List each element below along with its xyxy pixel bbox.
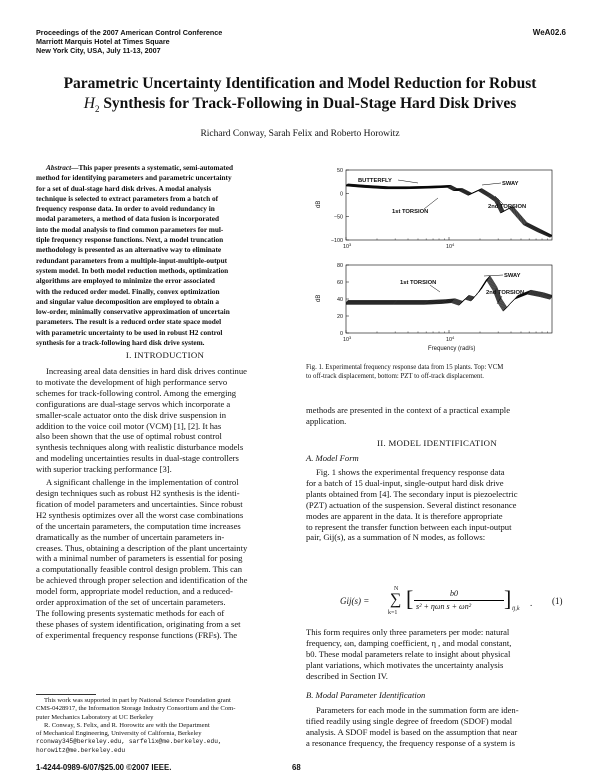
annot-2nd-torsion-bottom: 2nd TORSION xyxy=(486,290,525,296)
footnote-line: CMS-0428917, the Information Storage Industry Consortium and the Com- xyxy=(36,705,236,713)
abstract-line: Abstract—This paper presents a systematic, semi-automated xyxy=(46,163,234,172)
equation-sum-bottom: k=1 xyxy=(388,610,398,616)
top-plot xyxy=(316,168,552,250)
y-tick-label: 20 xyxy=(337,314,343,320)
y-tick-label: 60 xyxy=(337,280,343,286)
bottom-plot-yticks xyxy=(337,263,349,337)
annot-1st-torsion-bottom-arrow xyxy=(430,285,440,292)
paragraph-line: to motivate the development of high performance servo xyxy=(36,376,228,387)
abstract-line: frequency response data. In order to avoid redundancy in xyxy=(36,204,215,214)
paragraph-line: a computationally feasible control design problem. This can xyxy=(36,564,243,575)
frequency-response-curve xyxy=(346,185,551,236)
paragraph-line: addition to the voice coil motor (VCM) [1], [2]. It has xyxy=(36,420,222,431)
equation-lhs: Gij(s) = xyxy=(340,596,370,606)
annot-butterfly-arrow xyxy=(398,180,418,183)
paragraph-line: design techniques such as robust H2 synthesis is the identi- xyxy=(36,487,240,498)
y-tick-label: 80 xyxy=(337,263,343,269)
caption-line: Fig. 1. Experimental frequency response data from 15 plants. Top: VCM xyxy=(306,364,504,371)
paragraph-line: Increasing areal data densities in hard disk drives continue xyxy=(46,366,247,376)
y-tick-label: −100 xyxy=(330,238,343,244)
section-2-title: II. MODEL IDENTIFICATION xyxy=(377,438,497,448)
paragraph-line: Fig. 1 shows the experimental frequency response data xyxy=(316,467,505,477)
annot-sway-bottom-arrow xyxy=(484,275,503,276)
paragraph-line: This form requires only three parameters per mode: natural xyxy=(306,627,510,637)
paragraph-line: these phases of system identification, originating from a set xyxy=(36,618,241,629)
page-number: 68 xyxy=(292,763,301,772)
equation-1 xyxy=(340,588,568,618)
paragraph-line: H2 synthesis optimizes over all the worst case combinations xyxy=(36,509,244,520)
paragraph-line: a resonance frequency, the frequency response of a system is xyxy=(306,737,515,748)
annot-1st-torsion-top: 1st TORSION xyxy=(392,209,429,215)
subsection-b-title: B. Modal Parameter Identification xyxy=(306,690,426,700)
bottom-xlabel: Frequency (rad/s) xyxy=(428,346,476,352)
paragraph-line: methods are presented in the context of a practical example xyxy=(306,405,511,415)
equation-period: . xyxy=(530,598,533,608)
paragraph-line: for a batch of 15 dual-input, single-output hard disk drive xyxy=(306,477,504,488)
paragraph-line: and modeling uncertainties results in dual-stage controllers xyxy=(36,453,239,464)
annot-sway-arrow xyxy=(482,183,501,185)
equation-bracket-right: ] xyxy=(504,586,512,611)
equation-bracket-left: [ xyxy=(406,586,414,611)
top-ylabel: dB xyxy=(316,200,322,208)
footnote xyxy=(36,697,294,755)
frequency-response-curve xyxy=(346,186,550,237)
abstract-line: algorithms are employed to minimize the error associated xyxy=(36,276,215,286)
abstract-line: and singular value decomposition are employed to obtain a xyxy=(36,296,219,306)
subsection-a-title: A. Model Form xyxy=(306,453,359,463)
equation-numerator: b0 xyxy=(450,589,458,598)
annot-1st-torsion-arrow xyxy=(424,198,438,209)
abstract-line: synthesis for a track-following hard disk drive system. xyxy=(36,338,205,348)
paragraph-line: application. xyxy=(306,415,347,426)
annot-sway-bottom: SWAY xyxy=(504,273,521,279)
paragraph-line: order approximation of the set of uncertain parameters. xyxy=(36,597,226,608)
abstract xyxy=(36,163,294,348)
y-tick-label: 40 xyxy=(337,297,343,303)
paragraph-line: smaller-scale actuator onto the disk drive suspension in xyxy=(36,409,227,420)
abstract-label: Abstract xyxy=(46,163,72,172)
conference-location: New York City, USA, July 11-13, 2007 xyxy=(36,46,161,55)
abstract-line: low-order, minimally conservative approximation of uncertain xyxy=(36,307,230,317)
paragraph-line: A significant challenge in the implementation of control xyxy=(46,477,239,488)
model-form-body-2 xyxy=(306,627,568,682)
paragraph-line: configurations are dual-stage servos which incorporate a xyxy=(36,398,231,409)
paper-title xyxy=(30,74,570,119)
section-1-title: I. INTRODUCTION xyxy=(125,350,205,360)
paragraph-line: The following presents systematic methods for each of xyxy=(36,607,225,618)
h2-symbol: H xyxy=(83,95,95,112)
equation-fraction-bar xyxy=(414,600,504,601)
abstract-line: system model. In both model reduction methods, optimization xyxy=(36,265,229,275)
conference-hotel: Marriott Marquis Hotel at Times Square xyxy=(36,37,170,46)
annot-butterfly: BUTTERFLY xyxy=(358,178,392,184)
title-line-2 xyxy=(30,94,570,119)
figure-1 xyxy=(306,160,568,360)
frequency-response-curve xyxy=(346,185,552,236)
annot-2nd-torsion-top: 2nd TORSION xyxy=(488,204,527,210)
x-tick-label: $10^4$ xyxy=(446,335,455,343)
paragraph-line: frequency, ωn, damping coefficient, η , and modal constant, xyxy=(306,637,512,648)
paragraph-line: Parameters for each mode in the summation form are iden- xyxy=(316,705,519,715)
paragraph-line: analysis. A SDOF model is based on the assumption that near xyxy=(306,726,518,737)
abstract-line: with the reduced order model. Finally, convex optimization xyxy=(36,286,220,296)
footnote-line: of Mechanical Engineering, University of California, Berkeley xyxy=(36,730,202,738)
abstract-line: with parametric uncertainty to be used in robust H2 control xyxy=(36,327,223,337)
abstract-line: parameters. The result is a reduced order state space model xyxy=(36,317,222,327)
paragraph-line: with a minimal number of parameters is essential for posing xyxy=(36,553,243,564)
paragraph-line: of the uncertain parameters, the computation time increases xyxy=(36,520,241,531)
footnote-email-line: horowitz@me.berkeley.edu xyxy=(36,746,126,754)
equation-subscript: ij,k xyxy=(512,606,520,612)
annot-1st-torsion-bottom: 1st TORSION xyxy=(400,280,437,286)
footnote-rule xyxy=(36,694,96,695)
paragraph-line: pair, Gij(s), as a summation of N modes, as follows: xyxy=(306,532,486,543)
x-tick-label: $10^3$ xyxy=(343,242,352,250)
top-plot-series xyxy=(346,184,552,238)
equation-denominator: s² + ηωn s + ωn² xyxy=(416,602,472,611)
paragraph-line: (PZT) actuation of the suspension. Several distinct resonance xyxy=(306,499,517,510)
frequency-response-curve xyxy=(347,185,552,236)
caption-line: to off-track displacement, bottom: PZT to off-track displacement. xyxy=(306,372,484,380)
model-form-body xyxy=(306,467,568,543)
paragraph-line: also been shown that the use of optimal robust control xyxy=(36,431,222,442)
frequency-response-curve xyxy=(346,186,550,237)
h2-subscript: 2 xyxy=(94,104,100,115)
footnote-line: This work was supported in part by National Science Foundation grant xyxy=(44,697,231,704)
right-col-intro xyxy=(306,405,568,427)
paragraph-line: tified readily using single degree of freedom (SDOF) modal xyxy=(306,715,513,726)
frequency-response-curve xyxy=(346,185,552,236)
paragraph-line: be achieved through proper selection and identification of the xyxy=(36,575,248,586)
frequency-response-curve xyxy=(346,186,551,237)
authors: Richard Conway, Sarah Felix and Roberto Horowitz xyxy=(200,129,400,139)
paragraph-line: dramatically as the number of uncertain parameters in- xyxy=(36,531,225,542)
footnote-line: R. Conway, S. Felix, and R. Horowitz are with the Department xyxy=(44,721,210,729)
equation-number: (1) xyxy=(552,596,563,606)
bottom-ylabel: dB xyxy=(316,294,322,302)
annot-sway-top: SWAY xyxy=(502,181,519,187)
bottom-plot-xticks xyxy=(343,330,547,343)
y-tick-label: 0 xyxy=(340,191,343,198)
frequency-response-curve xyxy=(346,186,551,237)
paragraph-line: model form, appropriate model reduction, and a reduced- xyxy=(36,586,233,597)
paragraph-line: synthesis techniques along with realistic disturbance models xyxy=(36,442,244,453)
paragraph-line: b0. These modal parameters relate to insight about physical xyxy=(306,648,511,659)
paragraph-line: plant variations, which motivates the uncertainty analysis xyxy=(306,659,504,670)
paragraph-line: of experimental frequency response functions (FRFs). The xyxy=(36,629,238,640)
abstract-line: modal parameters, a method of data fusion is incorporated xyxy=(36,214,220,224)
paragraph-line: to represent the transfer function between each input-output xyxy=(306,521,512,532)
frequency-response-curve xyxy=(346,185,552,236)
paragraph-line: with superior tracking performance [3]. xyxy=(36,464,172,475)
equation-sum-top: N xyxy=(394,586,399,592)
x-tick-label: $10^4$ xyxy=(446,242,455,250)
conference-name: Proceedings of the 2007 American Control Conference xyxy=(36,28,223,37)
intro-body xyxy=(36,366,294,641)
bottom-plot xyxy=(316,263,552,352)
abstract-line: technique is selected to extract parameters from a batch of xyxy=(36,193,219,203)
footnote-line: puter Mechanics Laboratory at UC Berkeley xyxy=(36,713,154,721)
modal-id-body xyxy=(306,705,568,749)
paragraph-line: schemes for track-following control. Among the emerging xyxy=(36,387,237,398)
abstract-line: method for identifying parameters and parametric uncertainty xyxy=(36,173,232,183)
abstract-line: redundant parameters from a multiple-input-multiple-output xyxy=(36,255,228,265)
isbn-footer: 1-4244-0989-6/07/$25.00 ©2007 IEEE. xyxy=(36,763,172,772)
equation-sum-sign: ∑ xyxy=(390,591,402,608)
title-line-1: Parametric Uncertainty Identification and Model Reduction for Robust xyxy=(63,75,537,92)
top-plot-xticks xyxy=(343,237,547,250)
paragraph-line: fication of model parameters and uncertainties. Since robust xyxy=(36,498,243,509)
footnote-email-line: rconway345@berkeley.edu, sarfelix@me.berkeley.edu, xyxy=(36,738,222,746)
session-code: WeA02.6 xyxy=(532,28,566,37)
abstract-line: tiple frequency response functions. Next, a model truncation xyxy=(36,235,224,245)
paragraph-line: creases. Thus, obtaining a description of the plant uncertainty xyxy=(36,542,248,553)
paragraph-line: described in Section IV. xyxy=(306,670,388,681)
abstract-line: into the modal analysis to find common parameters for mul- xyxy=(36,224,224,234)
conference-header xyxy=(36,28,222,55)
y-tick-label: 0 xyxy=(340,331,343,337)
frequency-response-curve xyxy=(346,185,551,236)
y-tick-label: 50 xyxy=(337,168,343,174)
figure-caption xyxy=(306,364,568,381)
frequency-response-curve xyxy=(347,184,552,235)
abstract-line: for a set of dual-stage hard disk drives. A modal analysis xyxy=(36,183,212,193)
x-tick-label: $10^3$ xyxy=(343,335,352,343)
abstract-line: methodology is presented as an alternative way to eliminate xyxy=(36,245,222,255)
paragraph-line: plants obtained from [4]. The secondary input is piezoelectric xyxy=(306,488,518,499)
title-line-2-rest: Synthesis for Track-Following in Dual-Stage Hard Disk Drives xyxy=(99,95,517,112)
y-tick-label: −50 xyxy=(333,214,343,221)
paragraph-line: modes are apparent in the data. It is therefore appropriate xyxy=(306,510,503,521)
